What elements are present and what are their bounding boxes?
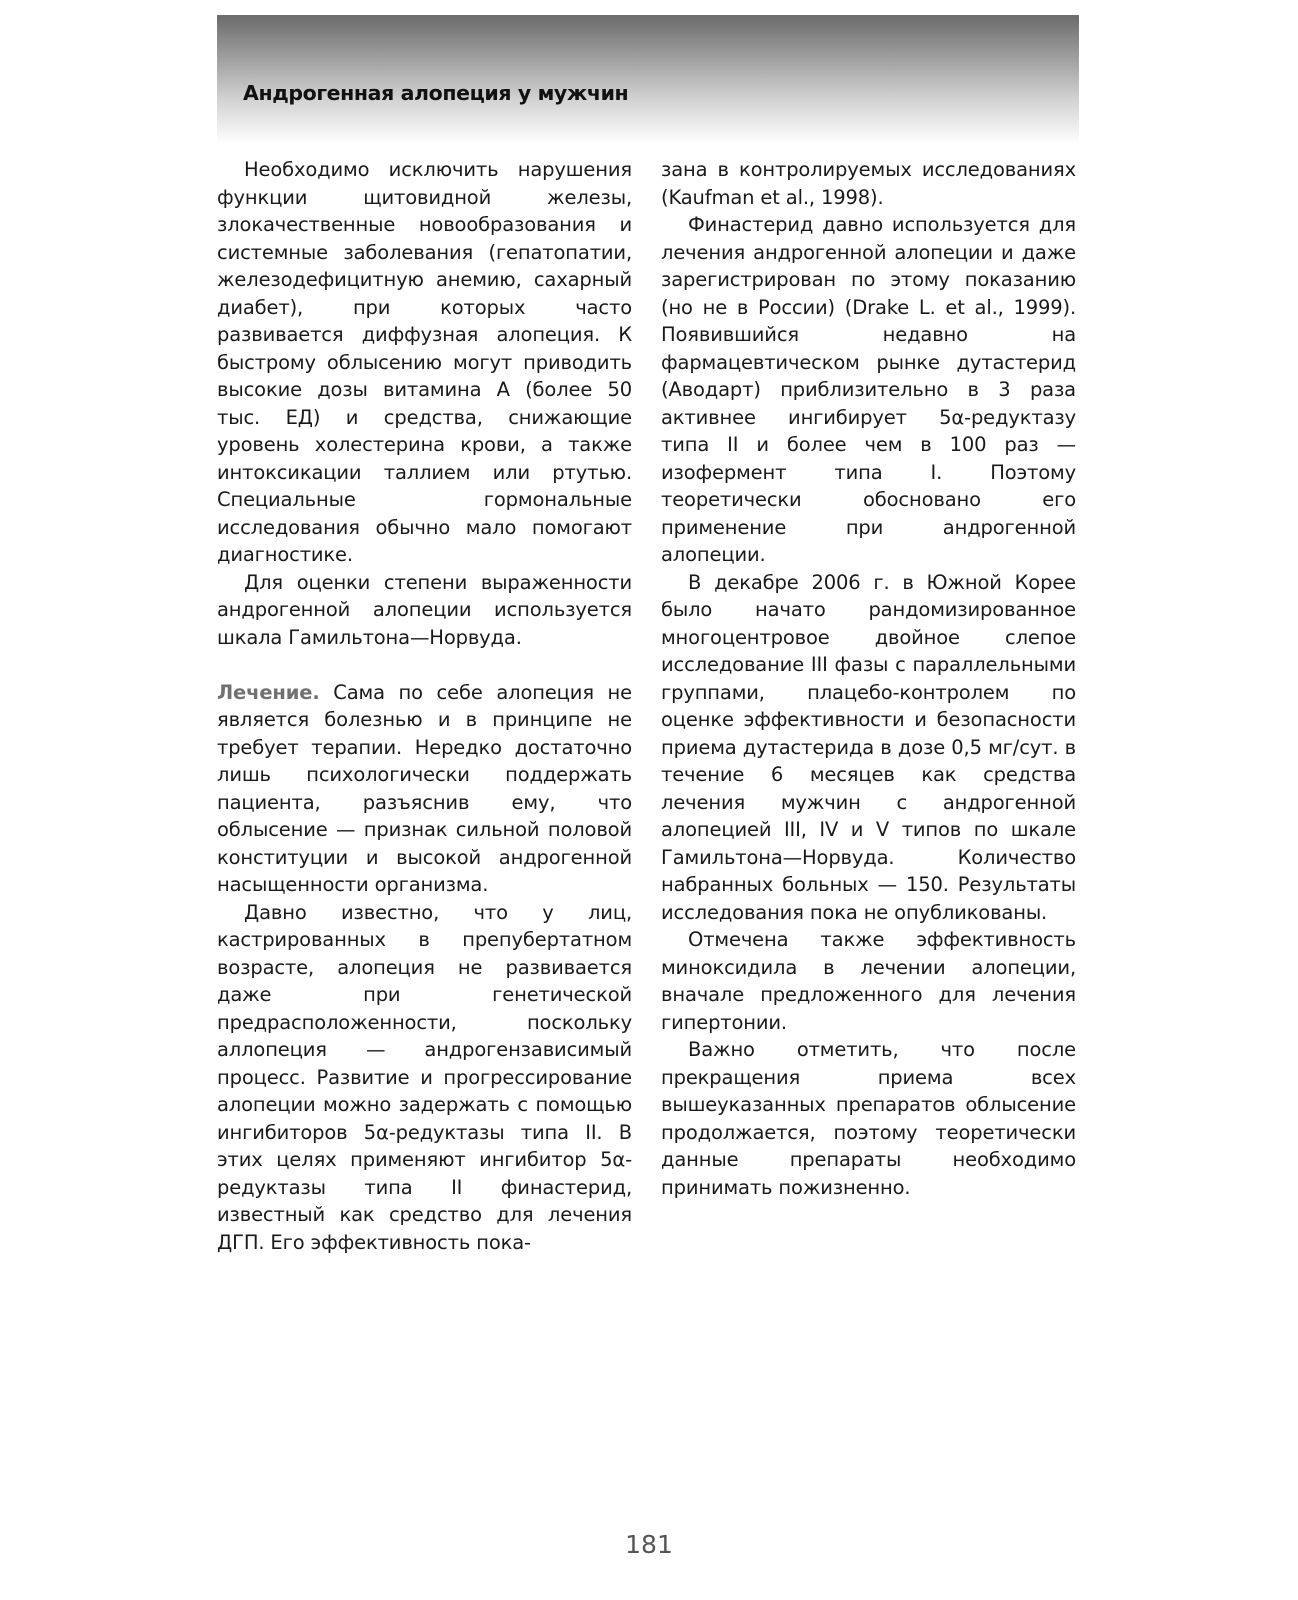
running-header-title: Андрогенная алопеция у мужчин [243, 81, 629, 105]
right-paragraph-3: В декабре 2006 г. в Южной Корее было начато рандомизированное многоцентровое двойное слепое исследование III фазы с параллельными группами, плацебо-контролем по оценке эффективности и безопасности приема дутастерида в дозе 0,5 мг/сут. в течение 6 месяцев как средства лечения мужчин с андрогенной алопецией III, IV и V типов по шкале Гамильтона—Норвуда. Количество набранных больных — 150. Результаты исследования пока не опубликованы. [661, 570, 1076, 924]
treatment-text: Сама по себе алопеция не является болезнью и в принципе не требует терапии. Нередко достаточно лишь психологически поддержать пациента, разъяснив ему, что облысение — признак сильной половой конституции и высокой андрогенной насыщенности организма. [217, 680, 632, 896]
left-paragraph-4: Давно известно, что у лиц, кастрированных в препубертатном возрасте, алопеция не развивается даже при генетической предрасположенности, поскольку аллопеция — андрогензависимый процесс. Развитие и прогрессирование алопеции можно задержать с помощью ингибиторов 5α-редуктазы типа II. В этих целях применяют ингибитор 5α-редуктазы типа II финастерид, известный как средство для лечения ДГП. Его эффективность пока- [217, 900, 632, 1254]
left-paragraph-1: Необходимо исключить нарушения функции щитовидной железы, злокачественные новообразования и системные заболевания (гепатопатии, железодефицитную анемию, сахарный диабет), при которых часто развивается диффузная алопеция. К быстрому облысению могут приводить высокие дозы витамина А (более 50 тыс. ЕД) и средства, снижающие уровень холестерина крови, а также интоксикации таллием или ртутью. Специальные гормональные исследования обычно мало помогают диагностике. [217, 158, 632, 566]
left-column [217, 156, 632, 1256]
left-paragraph-2: Для оценки степени выраженности андрогенной алопеции используется шкала Гамильтона—Норвуда. [217, 570, 632, 649]
page-number: 181 [625, 1530, 673, 1559]
right-paragraph-4: Отмечена также эффективность миноксидила в лечении алопеции, вначале предложенного для лечения гипертонии. [661, 928, 1076, 1034]
running-header [217, 15, 1079, 145]
right-paragraph-2: Финастерид давно используется для лечения андрогенной алопеции и даже зарегистрирован по этому показанию (но не в России) (Drake L. et al., 1999). Появившийся недавно на фармацевтическом рынке дутастерид (Аводарт) приблизительно в 3 раза активнее ингибирует 5α-редуктазу типа II и более чем в 100 раз — изофермент типа I. Поэтому теоретически обосновано его применение при андрогенной алопеции. [661, 213, 1076, 566]
left-paragraph-3 [217, 679, 632, 899]
right-paragraph-1: зана в контролируемых исследованиях (Kaufman et al., 1998). [661, 158, 1076, 209]
right-column [661, 156, 1076, 1201]
treatment-heading: Лечение. [217, 680, 320, 704]
right-paragraph-5: Важно отметить, что после прекращения приема всех вышеуказанных препаратов облысение продолжается, поэтому теоретически данные препараты необходимо принимать пожизненно. [661, 1038, 1076, 1199]
